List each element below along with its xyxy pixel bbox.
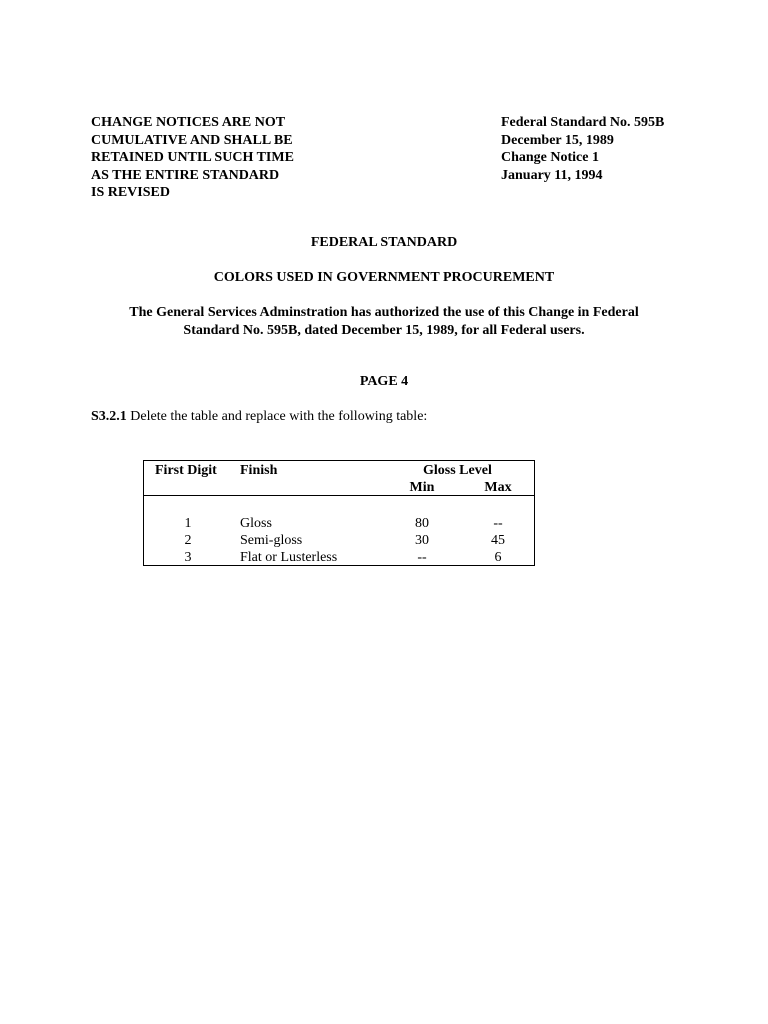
standard-number: Federal Standard No. 595B: [501, 115, 665, 130]
notice-line: CUMULATIVE AND SHALL BE: [91, 132, 293, 148]
notice-line: IS REVISED: [91, 185, 170, 200]
table-row: [144, 549, 534, 566]
cell-finish: Semi-gloss: [240, 533, 303, 548]
cell-max: 45: [491, 533, 505, 548]
document-title: FEDERAL STANDARD: [310, 235, 458, 250]
change-notice-warning: [91, 114, 294, 202]
page-label: PAGE 4: [359, 374, 409, 389]
change-notice-date: January 11, 1994: [501, 167, 603, 183]
section-reference: S3.2.1: [91, 409, 127, 424]
cell-first-digit: 2: [184, 533, 192, 548]
instruction-text: Delete the table and replace with the following table:: [126, 409, 428, 424]
column-header-gloss-level: Gloss Level: [423, 463, 492, 478]
notice-line: AS THE ENTIRE STANDARD: [91, 167, 280, 183]
table-row: [144, 532, 534, 549]
cell-first-digit: 3: [184, 550, 192, 565]
cell-max: --: [493, 516, 503, 531]
cell-max: 6: [494, 550, 502, 565]
cell-finish: Gloss: [240, 516, 272, 531]
change-instruction: [91, 408, 427, 426]
document-subtitle: COLORS USED IN GOVERNMENT PROCUREMENT: [213, 270, 555, 285]
column-header-finish: Finish: [240, 463, 278, 478]
notice-line: RETAINED UNTIL SUCH TIME: [91, 150, 294, 165]
cell-min: --: [417, 550, 427, 565]
column-header-min: Min: [409, 480, 435, 495]
column-header-first-digit: First Digit: [155, 463, 217, 478]
standard-reference: [501, 114, 664, 184]
cell-min: 30: [415, 533, 429, 548]
authorization-statement: The General Services Adminstration has authorized the use of this Change in Federal Standard No. 595B, dated December 15, 1989, for all Federal users.: [129, 305, 639, 338]
change-notice-number: Change Notice 1: [501, 150, 599, 165]
table-row: [144, 515, 534, 532]
cell-min: 80: [415, 516, 429, 531]
notice-line: CHANGE NOTICES ARE NOT: [91, 115, 286, 130]
header-divider: [144, 495, 534, 496]
standard-date: December 15, 1989: [501, 132, 614, 148]
cell-first-digit: 1: [184, 516, 192, 531]
column-header-max: Max: [484, 480, 512, 495]
cell-finish: Flat or Lusterless: [240, 550, 338, 565]
gloss-level-table: [143, 460, 535, 566]
